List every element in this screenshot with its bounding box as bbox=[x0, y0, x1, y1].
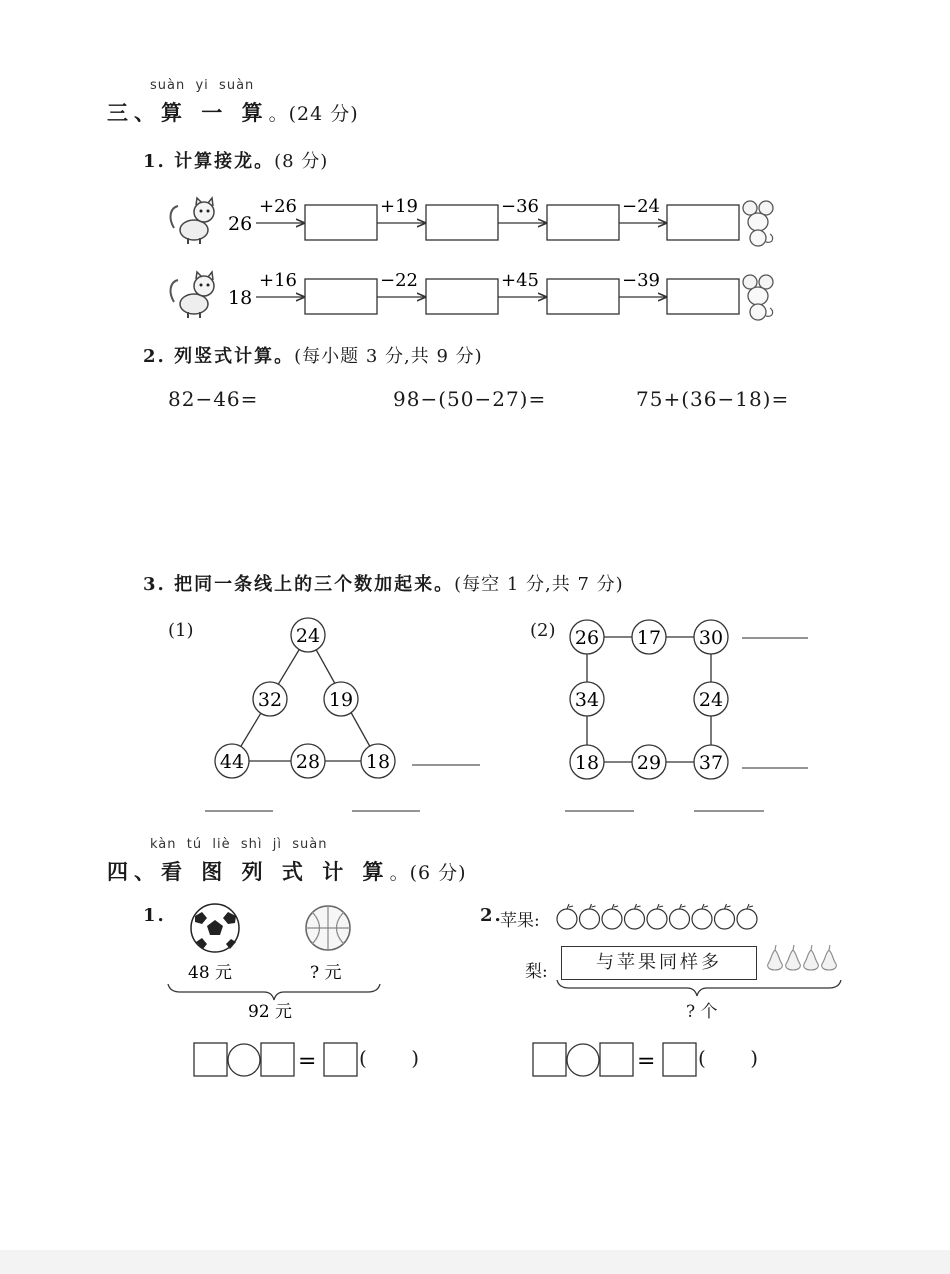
apple-icon bbox=[692, 904, 712, 929]
triangle-node-mid-right bbox=[324, 682, 358, 716]
pear-label: 梨: bbox=[525, 962, 548, 982]
q3-part2-label: (2) bbox=[530, 620, 556, 641]
apple-icon bbox=[737, 904, 757, 929]
pear-icon bbox=[786, 945, 801, 970]
s4-q2-answer-row bbox=[532, 1042, 792, 1078]
s4-q1-box-result[interactable] bbox=[324, 1043, 357, 1076]
svg-text:24: 24 bbox=[295, 625, 321, 647]
chain2-op4: −39 bbox=[622, 270, 660, 291]
triangle-node-top bbox=[291, 618, 325, 652]
calc-chain-diagram bbox=[160, 190, 790, 325]
svg-text:34: 34 bbox=[574, 689, 600, 711]
triangle-node-mid-left bbox=[253, 682, 287, 716]
square-node-bl bbox=[570, 745, 604, 779]
chain-row-1 bbox=[171, 196, 773, 246]
svg-text:24: 24 bbox=[698, 689, 724, 711]
q2-points: (每小题 3 分,共 9 分) bbox=[294, 346, 483, 367]
mouse-icon bbox=[743, 275, 773, 320]
square-node-tl bbox=[570, 620, 604, 654]
apple-icon bbox=[580, 904, 600, 929]
q3-part1-label: (1) bbox=[168, 620, 194, 641]
square-node-mr bbox=[694, 682, 728, 716]
basketball-icon bbox=[306, 906, 350, 950]
section4-title-text: 四、看 图 列 式 计 算 bbox=[107, 859, 390, 884]
square-node-tm bbox=[632, 620, 666, 654]
q3-number: 3. bbox=[143, 574, 166, 595]
chain2-answer-box-4[interactable] bbox=[667, 279, 739, 314]
s4-q1-price2: ? 元 bbox=[310, 963, 342, 983]
chain-row-2 bbox=[171, 270, 773, 320]
square-diagram bbox=[560, 610, 820, 820]
cat-icon bbox=[171, 272, 214, 318]
equals-sign: = bbox=[637, 1049, 656, 1074]
s4-q2-unit-paren[interactable]: ( ) bbox=[698, 1046, 759, 1070]
s4-q1-operator-circle[interactable] bbox=[228, 1044, 260, 1076]
mouse-icon bbox=[743, 201, 773, 246]
s4-q1-unit-paren[interactable]: ( ) bbox=[359, 1046, 420, 1070]
pear-icon bbox=[822, 945, 837, 970]
q3-heading bbox=[143, 570, 624, 596]
q3-points: (每空 1 分,共 7 分) bbox=[454, 574, 624, 595]
chain2-op2: −22 bbox=[380, 270, 418, 291]
q2-number: 2. bbox=[143, 346, 166, 367]
s4-q1-price1: 48 元 bbox=[188, 963, 233, 983]
pear-same-as-apple-box: 与苹果同样多 bbox=[561, 946, 757, 980]
pear-icon bbox=[804, 945, 819, 970]
chain1-answer-box-3[interactable] bbox=[547, 205, 619, 240]
apple-row bbox=[556, 902, 766, 932]
apple-icon bbox=[557, 904, 577, 929]
s4-q1-box-b[interactable] bbox=[261, 1043, 294, 1076]
soccer-ball-icon bbox=[191, 904, 239, 952]
svg-text:30: 30 bbox=[698, 627, 724, 649]
svg-text:26: 26 bbox=[574, 627, 600, 649]
section4-points: 。(6 分) bbox=[389, 862, 467, 884]
q2-title: 列竖式计算。 bbox=[174, 346, 295, 367]
vertical-calc-expr-2: 98−(50−27)= bbox=[393, 387, 547, 411]
q1-title: 计算接龙。 bbox=[174, 151, 275, 172]
apple-icon bbox=[715, 904, 735, 929]
q1-number: 1. bbox=[143, 151, 166, 172]
s4-q2-operator-circle[interactable] bbox=[567, 1044, 599, 1076]
svg-text:29: 29 bbox=[636, 752, 662, 774]
svg-text:17: 17 bbox=[636, 627, 662, 649]
chain2-op1: +16 bbox=[259, 270, 297, 291]
s4-q1-total: 92 元 bbox=[248, 1002, 293, 1022]
triangle-node-bottom-mid bbox=[291, 744, 325, 778]
s4-q2-box-b[interactable] bbox=[600, 1043, 633, 1076]
chain1-answer-box-4[interactable] bbox=[667, 205, 739, 240]
equals-sign: = bbox=[298, 1049, 317, 1074]
chain1-op1: +26 bbox=[259, 196, 297, 217]
s4-q2-number: 2. bbox=[480, 905, 503, 926]
triangle-node-bottom-left bbox=[215, 744, 249, 778]
apple-icon bbox=[602, 904, 622, 929]
svg-text:44: 44 bbox=[219, 751, 245, 773]
s4-q2-box-a[interactable] bbox=[533, 1043, 566, 1076]
svg-text:19: 19 bbox=[328, 689, 354, 711]
chain1-op3: −36 bbox=[501, 196, 539, 217]
svg-text:18: 18 bbox=[574, 752, 600, 774]
s4-q1-number: 1. bbox=[143, 905, 166, 926]
square-node-tr bbox=[694, 620, 728, 654]
apple-icon bbox=[647, 904, 667, 929]
chain1-op2: +19 bbox=[380, 196, 418, 217]
svg-text:37: 37 bbox=[698, 752, 724, 774]
svg-text:18: 18 bbox=[365, 751, 391, 773]
section3-title-text: 三、算 一 算 bbox=[107, 100, 269, 125]
section3-pinyin: suàn yi suàn bbox=[150, 78, 255, 93]
square-node-br bbox=[694, 745, 728, 779]
vertical-calc-expr-1: 82−46= bbox=[168, 387, 259, 411]
section4-pinyin: kàn tú liè shì jì suàn bbox=[150, 837, 328, 852]
section3-title bbox=[107, 97, 359, 127]
q1-points: (8 分) bbox=[274, 151, 329, 172]
chain1-answer-box-2[interactable] bbox=[426, 205, 498, 240]
s4-q1-answer-row bbox=[193, 1042, 453, 1078]
s4-q2-question: ? 个 bbox=[686, 1002, 718, 1022]
q2-heading bbox=[143, 342, 483, 368]
section3-points: 。(24 分) bbox=[268, 103, 359, 125]
s4-q2-box-result[interactable] bbox=[663, 1043, 696, 1076]
square-node-ml bbox=[570, 682, 604, 716]
s4-q1-box-a[interactable] bbox=[194, 1043, 227, 1076]
s4-q1-figure bbox=[160, 898, 400, 1023]
apple-icon bbox=[625, 904, 645, 929]
chain2-answer-box-2[interactable] bbox=[426, 279, 498, 314]
chain1-start: 26 bbox=[228, 213, 253, 235]
page-bottom-strip bbox=[0, 1250, 950, 1274]
vertical-calc-expr-3: 75+(36−18)= bbox=[636, 387, 790, 411]
s4-q1-brace bbox=[168, 984, 380, 1000]
apple-label: 苹果: bbox=[500, 911, 540, 931]
square-node-bm bbox=[632, 745, 666, 779]
q1-heading bbox=[143, 147, 328, 173]
pear-icon bbox=[768, 945, 783, 970]
section4-title bbox=[107, 856, 467, 886]
svg-text:32: 32 bbox=[257, 689, 283, 711]
triangle-node-bottom-right bbox=[361, 744, 395, 778]
chain1-answer-box-1[interactable] bbox=[305, 205, 377, 240]
q3-title: 把同一条线上的三个数加起来。 bbox=[174, 574, 455, 595]
svg-text:28: 28 bbox=[295, 751, 321, 773]
chain1-op4: −24 bbox=[622, 196, 660, 217]
chain2-answer-box-3[interactable] bbox=[547, 279, 619, 314]
pear-extra-row bbox=[765, 944, 845, 978]
cat-icon bbox=[171, 198, 214, 244]
chain2-op3: +45 bbox=[501, 270, 539, 291]
chain2-answer-box-1[interactable] bbox=[305, 279, 377, 314]
chain2-start: 18 bbox=[228, 287, 253, 309]
apple-icon bbox=[670, 904, 690, 929]
triangle-diagram bbox=[200, 610, 490, 820]
